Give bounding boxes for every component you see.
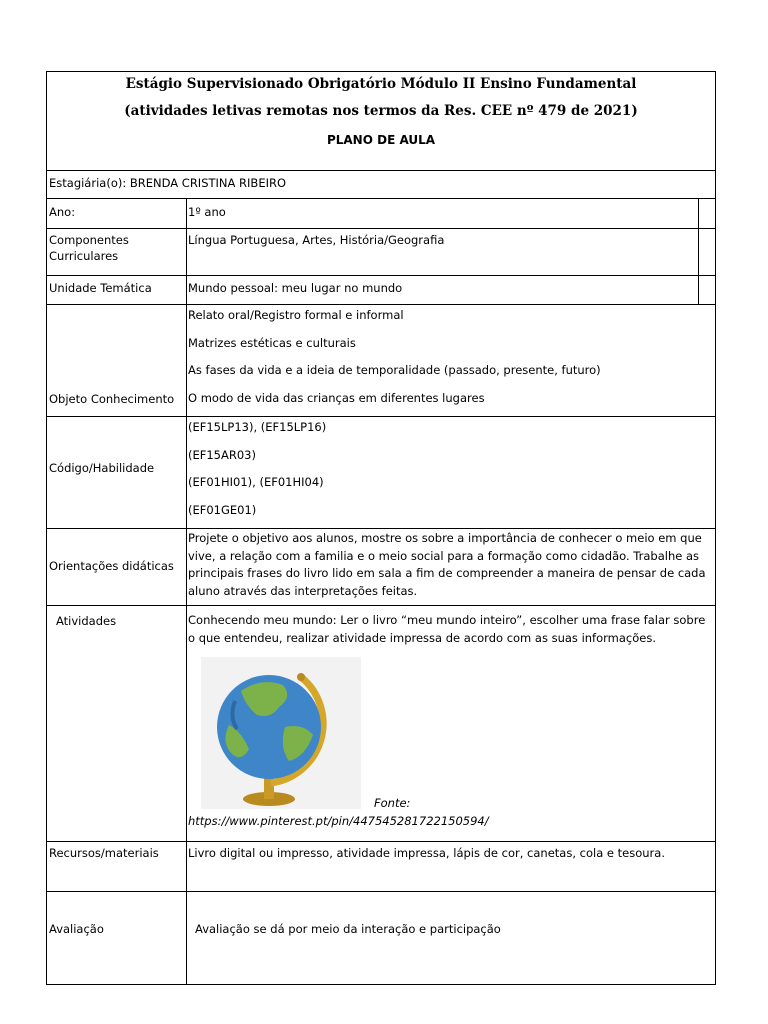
codigo-line: (EF01GE01)	[188, 503, 257, 517]
label-unidade: Unidade Temática	[49, 281, 152, 295]
objeto-line: Matrizes estéticas e culturais	[188, 336, 356, 350]
value-unidade: Mundo pessoal: meu lugar no mundo	[188, 281, 403, 295]
lesson-plan-table	[46, 71, 716, 985]
document-header	[47, 72, 715, 171]
source-url: https://www.pinterest.pt/pin/447545281722150594/	[188, 814, 489, 828]
document-title: Estágio Supervisionado Obrigatório Módulo II Ensino Fundamental	[125, 76, 637, 92]
row-ano	[47, 199, 715, 229]
value-componentes: Língua Portuguesa, Artes, História/Geografia	[188, 233, 445, 247]
source-label: Fonte:	[374, 796, 411, 810]
value-ano: 1º ano	[188, 205, 226, 219]
label-componentes: Componentes Curriculares	[49, 233, 129, 263]
codigo-line: (EF01HI01), (EF01HI04)	[188, 475, 324, 489]
label-objeto: Objeto Conhecimento	[49, 392, 175, 406]
codigo-line: (EF15AR03)	[188, 448, 256, 462]
label-orientacoes: Orientações didáticas	[49, 559, 174, 573]
row-componentes	[47, 229, 715, 276]
row-avaliacao	[47, 892, 715, 984]
label-ano: Ano:	[49, 205, 76, 219]
row-atividades	[47, 606, 715, 842]
value-orientacoes: Projete o objetivo aos alunos, mostre os sobre a importância de conhecer o meio em que vive, a relação com a familia e o meio social para a formação como cidadão. Trabalhe as principais frases do livro lido em sala a fim de compreender a maneira de pensar de cada aluno através das interpretações feitas.	[188, 531, 706, 598]
row-unidade	[47, 276, 715, 305]
value-atividades: Conhecendo meu mundo: Ler o livro “meu mundo inteiro”, escolher uma frase falar sobre o que entendeu, realizar atividade impressa de acordo com as suas informações.	[188, 613, 706, 645]
objeto-line: As fases da vida e a ideia de temporalidade (passado, presente, futuro)	[188, 363, 601, 377]
label-avaliacao: Avaliação	[49, 922, 104, 936]
objeto-line: O modo de vida das crianças em diferentes lugares	[188, 391, 485, 405]
row-codigo	[47, 417, 715, 529]
row-objeto	[47, 305, 715, 417]
label-atividades: Atividades	[56, 614, 117, 628]
label-recursos: Recursos/materiais	[49, 846, 159, 860]
document-type: PLANO DE AULA	[326, 133, 436, 147]
row-orientacoes	[47, 529, 715, 606]
codigo-line: (EF15LP13), (EF15LP16)	[188, 420, 327, 434]
objeto-line: Relato oral/Registro formal e informal	[188, 308, 404, 322]
value-recursos: Livro digital ou impresso, atividade impressa, lápis de cor, canetas, cola e tesoura.	[188, 846, 665, 860]
row-recursos	[47, 842, 715, 892]
globe-icon	[201, 657, 361, 809]
value-avaliacao: Avaliação se dá por meio da interação e participação	[195, 922, 501, 936]
label-codigo: Código/Habilidade	[49, 461, 155, 475]
document-subtitle: (atividades letivas remotas nos termos da Res. CEE nº 479 de 2021)	[124, 103, 638, 119]
globe-image	[201, 657, 361, 809]
row-intern	[47, 170, 715, 199]
intern-name: Estagiária(o): BRENDA CRISTINA RIBEIRO	[49, 176, 287, 190]
